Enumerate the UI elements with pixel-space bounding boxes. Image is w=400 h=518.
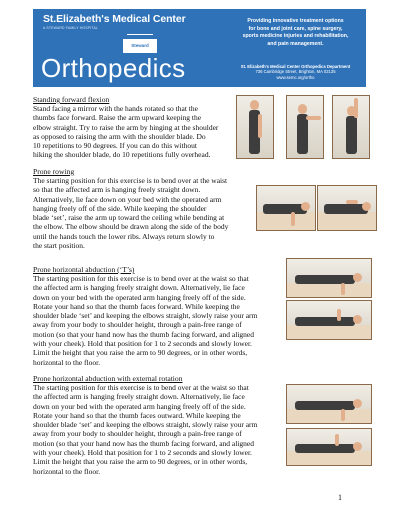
- dept-name: St. Elizabeth's Medical Center Orthopedics Department: [240, 64, 351, 69]
- section-body: Stand facing a mirror with the hands rotated so that the thumbs face forward. Raise the arm upward keeping the elbow straight. Try to raise the arm by hinging at the shoulder as opposed to raising the arm with the shoulder blade. Do 10 repetitions to 90 degrees. If you can do this without hiking the shoulder blade, do 10 repetitions fully overhead.: [33, 104, 219, 160]
- dept-address: 736 Cambridge Street, Brighton, MA 02135: [255, 69, 336, 75]
- section-title: Prone horizontal abduction (‘T’s): [33, 265, 135, 274]
- section-prone-horizontal-abduction: [33, 265, 308, 367]
- section-title: Prone horizontal abduction with external rotation: [33, 374, 183, 383]
- photo-prone-t-end: [286, 300, 372, 340]
- department-title: Orthopedics: [41, 53, 186, 83]
- dept-website: www.semc.org/ortho: [276, 74, 315, 80]
- tagline-line: sports medicine injuries and rehabilitation,: [242, 33, 349, 40]
- tagline-line: and pain management.: [267, 40, 324, 47]
- section-body: The starting position for this exercise is to bend over at the waist so that the affected arm is hanging freely straight down. Alternatively, lie face down on your bed with the operated arm hanging freely off of the side. Rotate your hand so that the thumb faces forward. While keeping the shoulder blade ‘set’ and keeping the elbows straight, slowly raise your arm away from your body to shoulder height, through a pain-free range of motion (so that your hand now has the thumb facing forward, and aligned with your cheek). Hold that position for 1 to 2 seconds and slowly lower. Limit the height that you raise the arm to 90 degrees, or in other words, horizontal to the floor.: [33, 274, 258, 367]
- section-prone-horizontal-abduction-external-rotation: [33, 374, 308, 476]
- photo-prone-t-er-start: [286, 384, 372, 424]
- photo-prone-rowing-end: [317, 185, 377, 231]
- section-body: The starting position for this exercise is to bend over at the waist so that the affected arm is hanging freely straight down. Alternatively, lie face down on your bed with the operated arm hanging freely off of the side. Rotate your hand so that the thumb faces outward. While keeping the shoulder blade ‘set’ and keeping the elbows straight, slowly raise your arm away from your body to shoulder height, through a pain-free range of motion (so that your hand now has the thumb facing forward, and aligned with your cheek). Hold that position for 1 to 2 seconds and slowly lower. Limit the height that you raise the arm to 90 degrees, or in other words, horizontal to the floor.: [33, 383, 258, 476]
- network-line: A STEWARD FAMILY HOSPITAL: [43, 26, 98, 30]
- photo-prone-rowing-start: [256, 185, 316, 231]
- photo-prone-t-start: [286, 258, 372, 298]
- photo-standing-arm-overhead: [332, 95, 370, 159]
- section-body: The starting position for this exercise is to bend over at the waist so that the affected arm is hanging freely straight down. Alternatively, lie face down on your bed with the operated arm hanging freely off of the side. While keeping the shoulder blade ‘set’, raise the arm up toward the ceiling while bending at the elbow. The elbow should be drawn along the side of the body until the hands touch the lower ribs. Always return slowly to the start position.: [33, 176, 229, 251]
- section-title: Standing forward flexion: [33, 95, 110, 104]
- department-contact: [233, 64, 358, 80]
- center-name: St.Elizabeth's Medical Center: [43, 13, 186, 25]
- letterhead-banner: [33, 9, 366, 87]
- section-prone-rowing: [33, 167, 278, 250]
- page-number: 1: [338, 493, 342, 502]
- tagline-line: Providing innovative treatment options: [247, 18, 344, 24]
- steward-logo: Steward: [123, 39, 157, 53]
- photo-standing-arm-down: [236, 95, 274, 159]
- section-title: Prone rowing: [33, 167, 75, 176]
- photo-prone-t-er-end: [286, 428, 372, 466]
- section-standing-forward-flexion: [33, 95, 233, 160]
- photo-standing-arm-forward: [286, 95, 324, 159]
- tagline: [233, 18, 358, 48]
- tagline-line: for bone and joint care, spine surgery,: [248, 25, 343, 32]
